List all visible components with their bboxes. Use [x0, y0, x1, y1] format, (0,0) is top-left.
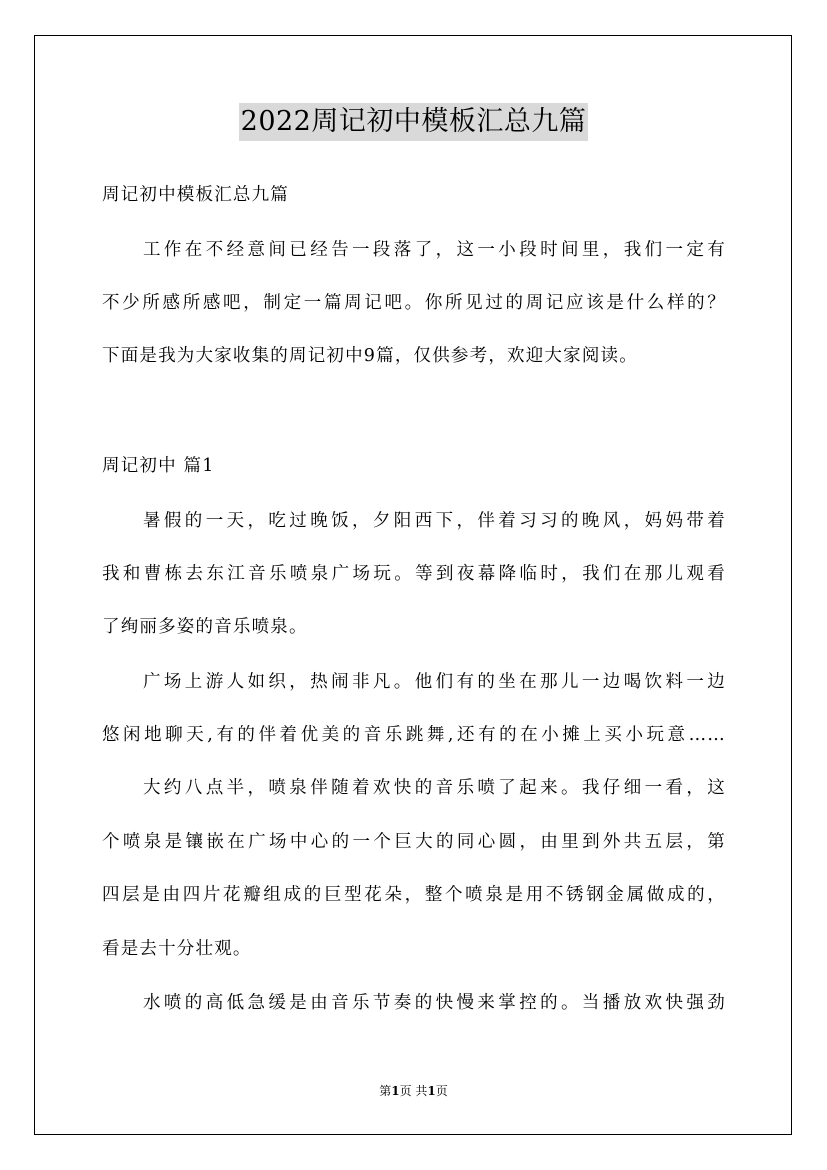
intro-line-3: 下面是我为大家收集的周记初中9篇，仅供参考，欢迎大家阅读。: [102, 346, 638, 366]
document-title: 2022周记初中模板汇总九篇: [239, 103, 589, 141]
paragraph-2-line-2: 悠闲地聊天,有的伴着优美的音乐跳舞,还有的在小摊上买小玩意……: [102, 725, 726, 745]
footer-prefix: 第: [379, 1084, 392, 1098]
paragraph-3-line-3: 四层是由四片花瓣组成的巨型花朵，整个喷泉是用不锈钢金属做成的，: [102, 885, 726, 905]
paragraph-4-line-1: 水喷的高低急缓是由音乐节奏的快慢来掌控的。当播放欢快强劲: [143, 993, 726, 1013]
paragraph-1-line-3: 了绚丽多姿的音乐喷泉。: [102, 617, 308, 637]
intro-line-1: 工作在不经意间已经告一段落了，这一小段时间里，我们一定有: [143, 240, 726, 260]
paragraph-1-line-2: 我和曹栋去东江音乐喷泉广场玩。等到夜幕降临时，我们在那儿观看: [102, 564, 726, 584]
paragraph-3-line-2: 个喷泉是镶嵌在广场中心的一个巨大的同心圆，由里到外共五层，第: [102, 832, 726, 852]
paragraph-3-line-1: 大约八点半，喷泉伴随着欢快的音乐喷了起来。我仔细一看，这: [143, 778, 726, 798]
footer-page-total: 1: [427, 1084, 436, 1098]
footer-page-current: 1: [391, 1084, 400, 1098]
paragraph-2-line-1: 广场上游人如织，热闹非凡。他们有的坐在那儿一边喝饮料一边: [143, 672, 726, 692]
title-container: [0, 103, 827, 141]
footer-suffix: 页: [435, 1084, 448, 1098]
paragraph-1-line-1: 暑假的一天，吃过晚饭，夕阳西下，伴着习习的晚风，妈妈带着: [143, 511, 726, 531]
section-heading: 周记初中 篇1: [102, 456, 215, 476]
footer-mid: 页 共: [399, 1084, 428, 1098]
intro-line-2: 不少所感所感吧，制定一篇周记吧。你所见过的周记应该是什么样的？: [102, 293, 726, 313]
paragraph-3-line-4: 看是去十分壮观。: [102, 939, 252, 959]
document-subtitle: 周记初中模板汇总九篇: [102, 185, 289, 205]
page-footer: [0, 1083, 827, 1099]
